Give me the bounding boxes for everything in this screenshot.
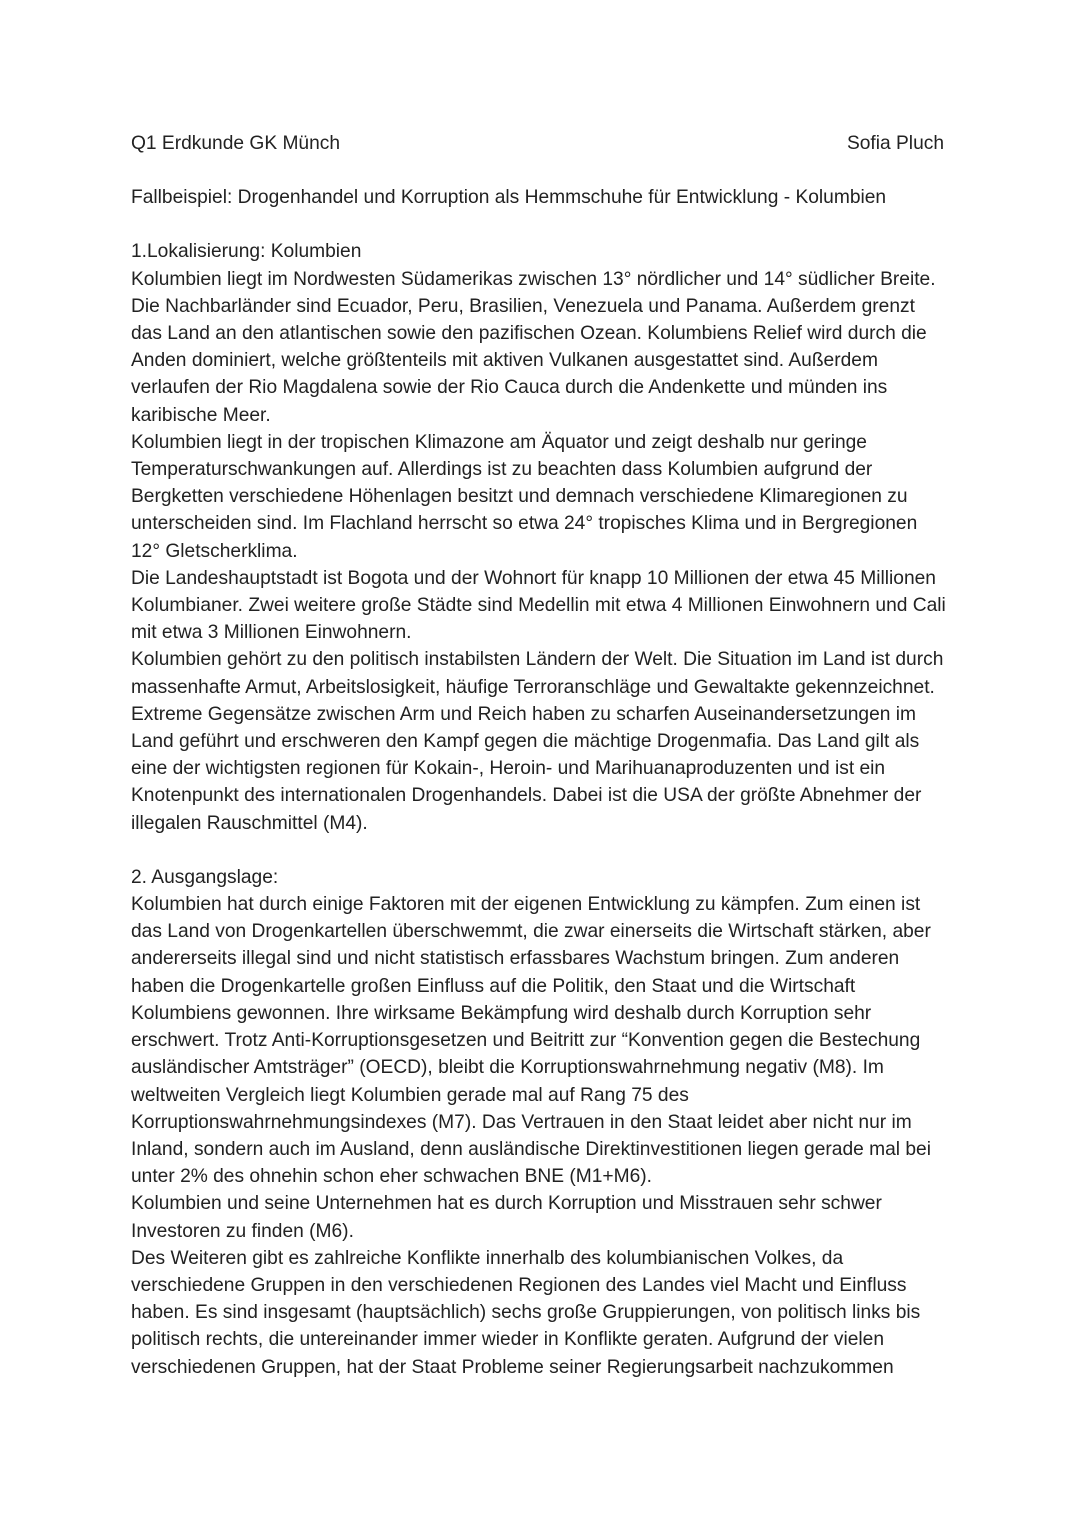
section-heading: 1.Lokalisierung: Kolumbien bbox=[131, 241, 362, 263]
paragraph: Die Landeshauptstadt ist Bogota und der Wohnort für knapp 10 Millionen der etwa 45 Millionen Kolumbianer. Zwei weitere große Städte sind Medellin mit etwa 4 Millionen Einwohnern und Cali mit etwa 3 Millionen Einwohnern. bbox=[131, 567, 946, 644]
document-page bbox=[131, 130, 951, 1408]
paragraph: Kolumbien liegt in der tropischen Klimazone am Äquator und zeigt deshalb nur geringe Temperaturschwankungen auf. Allerdings ist zu beachten dass Kolumbien aufgrund der Bergketten verschiedene Höhenlagen besitzt und demnach verschiedene Klimaregionen zu unterscheiden sind. Im Flachland herrscht so etwa 24° tropisches Klima und in Bergregionen 12° Gletscherklima. bbox=[131, 431, 918, 562]
paragraph: Kolumbien hat durch einige Faktoren mit der eigenen Entwicklung zu kämpfen. Zum einen ist das Land von Drogenkartellen überschwemmt, die zwar einerseits die Wirtschaft stärken, aber andererseits illegal sind und nicht statistisch erfassbares Wachstum bringen. Zum anderen haben die Drogenkartelle großen Einfluss auf die Politik, den Staat und die Wirtschaft Kolumbiens gewonnen. Ihre wirksame Bekämpfung wird deshalb durch Korruption sehr erschwert. Trotz Anti-Korruptionsgesetzen und Beitritt zur “Konvention gegen die Bestechung ausländischer Amtsträger” (OECD), bleibt die Korruptionswahrnehmung negativ (M8). Im weltweiten Vergleich liegt Kolumbien gerade mal auf Rang 75 des Korruptionswahrnehmungsindexes (M7). Das Vertrauen in den Staat leidet aber nicht nur im Inland, sondern auch im Ausland, denn ausländische Direktinvestitionen liegen gerade mal bei unter 2% des ohnehin schon eher schwachen BNE (M1+M6). bbox=[131, 894, 931, 1188]
section-heading: 2. Ausgangslage: bbox=[131, 866, 279, 888]
section-ausgangslage bbox=[131, 864, 951, 1381]
paragraph: Kolumbien liegt im Nordwesten Südamerikas zwischen 13° nördlicher und 14° südlicher Breite. Die Nachbarländer sind Ecuador, Peru, Brasilien, Venezuela und Panama. Außerdem grenzt das Land an den atlantischen sowie den pazifischen Ozean. Kolumbiens Relief wird durch die Anden dominiert, welche größtenteils mit aktiven Vulkanen ausgestattet sind. Außerdem verlaufen der Rio Magdalena sowie der Rio Cauca durch die Andenkette und münden ins karibische Meer. bbox=[131, 268, 936, 426]
paragraph: Des Weiteren gibt es zahlreiche Konflikte innerhalb des kolumbianischen Volkes, da verschiedene Gruppen in den verschiedenen Regionen des Landes viel Macht und Einfluss haben. Es sind insgesamt (hauptsächlich) sechs große Gruppierungen, von politisch links bis politisch rechts, die untereinander immer wieder in Konflikte geraten. Aufgrund der vielen verschiedenen Gruppen, hat der Staat Probleme seiner Regierungsarbeit nachzukommen bbox=[131, 1247, 921, 1378]
paragraph: Kolumbien gehört zu den politisch instabilsten Ländern der Welt. Die Situation im Land ist durch massenhafte Armut, Arbeitslosigkeit, häufige Terroranschläge und Gewaltakte gekennzeichnet. Extreme Gegensätze zwischen Arm und Reich haben zu scharfen Auseinandersetzungen im Land geführt und erschweren den Kampf gegen die mächtige Drogenmafia. Das Land gilt als eine der wichtigsten regionen für Kokain-, Heroin- und Marihuanaproduzenten und ist ein Knotenpunkt des internationalen Drogenhandels. Dabei ist die USA der größte Abnehmer der illegalen Rauschmittel (M4). bbox=[131, 649, 944, 834]
paragraph: Kolumbien und seine Unternehmen hat es durch Korruption und Misstrauen sehr schwer Investoren zu finden (M6). bbox=[131, 1193, 882, 1242]
course-label: Q1 Erdkunde GK Münch bbox=[131, 133, 341, 154]
section-lokalisierung bbox=[131, 238, 951, 836]
document-header bbox=[131, 130, 944, 157]
author-name: Sofia Pluch bbox=[846, 133, 944, 154]
document-title: Fallbeispiel: Drogenhandel und Korruption als Hemmschuhe für Entwicklung - Kolumbien bbox=[131, 187, 887, 209]
